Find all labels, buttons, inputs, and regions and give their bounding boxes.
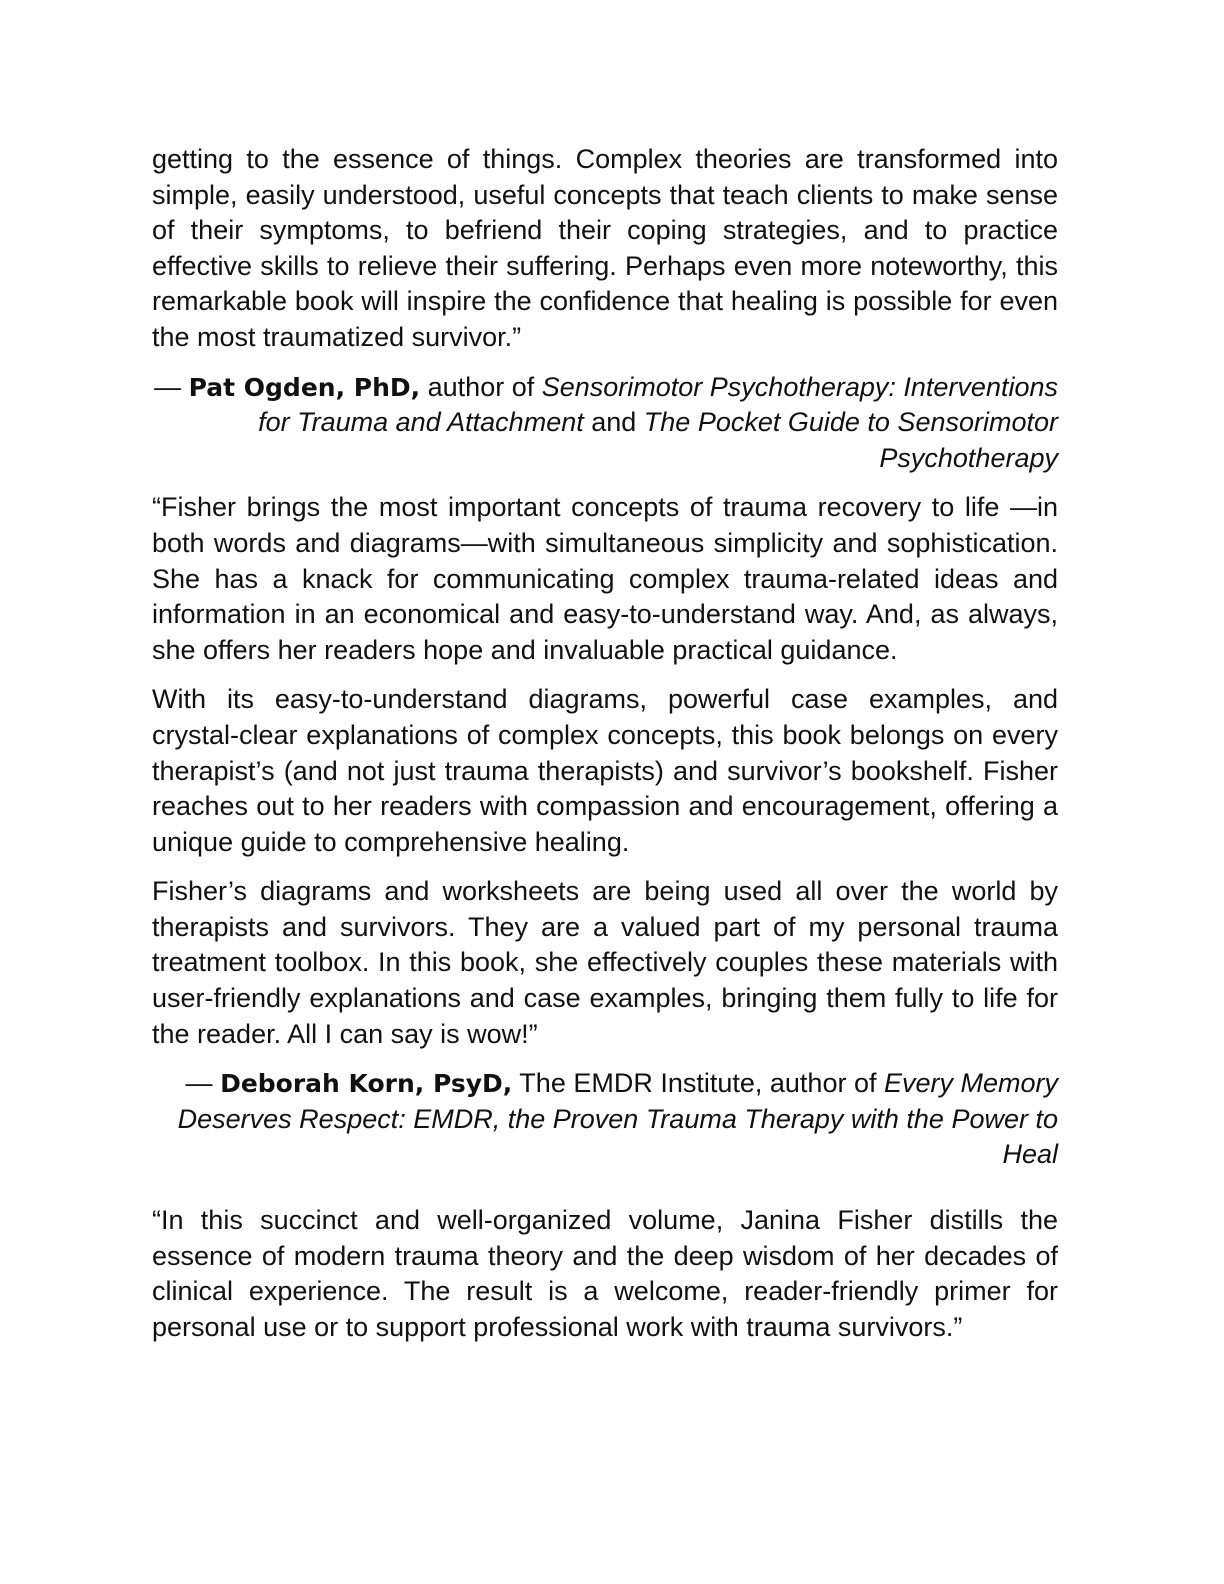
endorsement-attribution-ogden xyxy=(152,370,1058,477)
attribution-text: author of xyxy=(420,371,542,402)
attribution-text: The EMDR Institute, author of xyxy=(512,1068,884,1099)
book-title: Every Memory Deserves Respect: EMDR, the Proven Trauma Therapy with the Power to Heal xyxy=(177,1068,1058,1170)
attribution-dash: — xyxy=(154,371,189,402)
book-title: Sensorimotor Psychotherapy: Interventions for Trauma and Attachment xyxy=(258,371,1058,438)
endorsement-paragraph: With its easy-to-understand diagrams, powerful case examples, and crystal-clear explanations of complex concepts, this book belongs on every therapist’s (and not just trauma therapists) and survivor’s bookshelf. Fisher reaches out to her readers with compassion and encouragement, offering a unique guide to comprehensive healing. xyxy=(152,684,1058,857)
endorsement-attribution-korn xyxy=(152,1066,1058,1173)
attribution-text: and xyxy=(583,407,644,438)
endorsement-paragraph: Fisher’s diagrams and worksheets are being used all over the world by therapists and survivors. They are a valued part of my personal trauma treatment toolbox. In this book, she effectively couples these materials with user-friendly explanations and case examples, bringing them fully to life for the reader. All I can say is wow!” xyxy=(152,876,1058,1049)
attribution-dash: — xyxy=(185,1068,221,1099)
endorser-name: Deborah Korn, PsyD, xyxy=(220,1069,513,1099)
endorsement-paragraph: “Fisher brings the most important concepts of trauma recovery to life —in both words and diagrams—with simultaneous simplicity and sophistication. She has a knack for communicating complex trauma-related ideas and information in an economical and easy-to-understand way. And, as always, she offers her readers hope and invaluable practical guidance. xyxy=(152,492,1058,665)
page-content xyxy=(152,142,1058,1345)
book-title: The Pocket Guide to Sensorimotor Psychotherapy xyxy=(643,407,1058,473)
endorsement-paragraph: getting to the essence of things. Complex theories are transformed into simple, easily understood, useful concepts that teach clients to make sense of their symptoms, to befriend their coping strategies, and to practice effective skills to relieve their suffering. Perhaps even more noteworthy, this remarkable book will inspire the confidence that healing is possible for even the most traumatized survivor.” xyxy=(152,144,1058,352)
endorser-name: Pat Ogden, PhD, xyxy=(188,372,421,402)
endorsement-paragraph: “In this succinct and well-organized volume, Janina Fisher distills the essence of modern trauma theory and the deep wisdom of her decades of clinical experience. The result is a welcome, reader-friendly primer for personal use or to support professional work with trauma survivors.” xyxy=(152,1205,1058,1342)
